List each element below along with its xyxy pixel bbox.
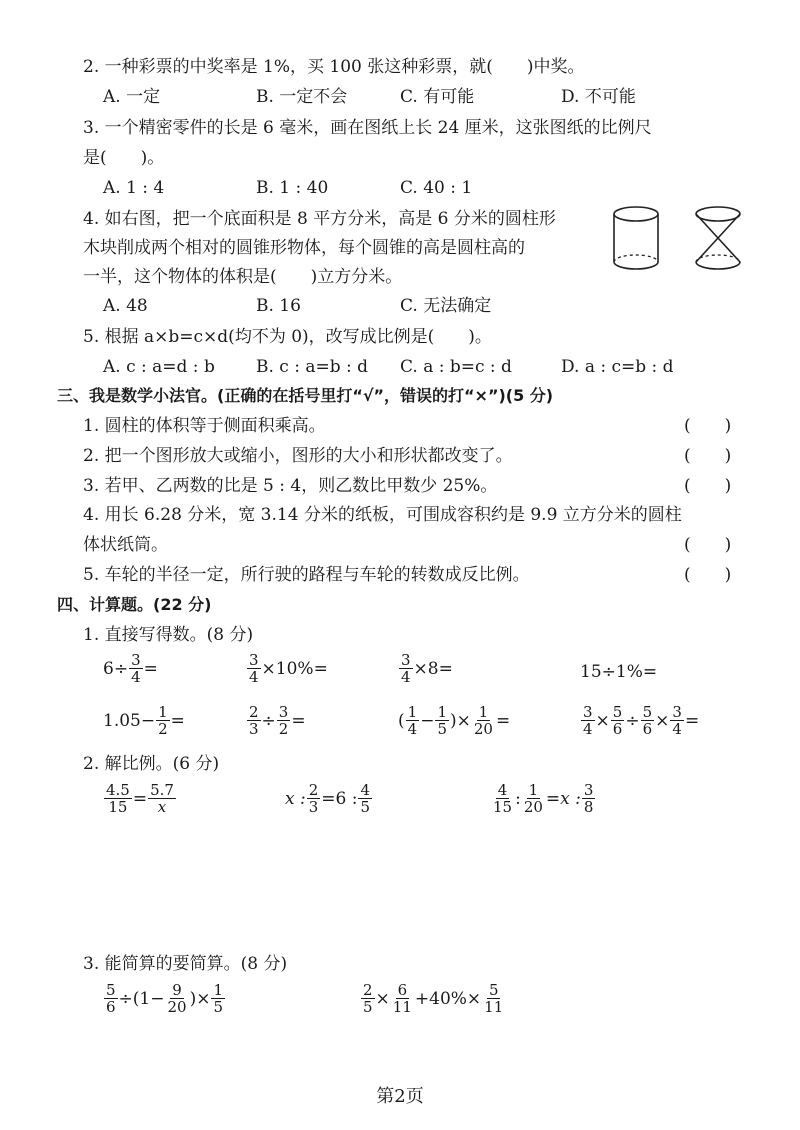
q4-option-a[interactable]: A. 48 (103, 296, 148, 316)
judge-item-5: 5. 车轮的半径一定，所行驶的路程与车轮的转数成反比例。 (83, 565, 530, 585)
calc-text: ×10%= (261, 658, 328, 679)
numerator: 3 (583, 703, 593, 721)
calc-expr-4 (580, 662, 657, 682)
denominator: 3 (308, 798, 319, 816)
numerator: 3 (249, 651, 259, 669)
numerator: 1 (528, 781, 539, 799)
sub2-title: 2. 解比例。(6 分) (83, 754, 220, 774)
calc-text: = (170, 710, 185, 731)
numerator: 5 (488, 981, 499, 999)
simplify-expr-1 (103, 982, 226, 1015)
double-cone-figure (688, 200, 748, 278)
numerator: 2 (249, 703, 259, 721)
calc-text: )× (449, 710, 471, 731)
numerator: 4 (497, 781, 508, 799)
numerator: 3 (131, 651, 141, 669)
fraction (358, 782, 372, 815)
denominator: 20 (473, 720, 493, 738)
denominator: 6 (642, 720, 653, 738)
calc-text: = (495, 710, 511, 731)
denominator: 5 (437, 720, 447, 738)
calc-text: ×8= (413, 658, 453, 679)
fraction (307, 782, 321, 815)
fraction (391, 982, 414, 1015)
q2-option-a[interactable]: A. 一定 (103, 87, 161, 107)
calc-text: − (420, 710, 435, 731)
numerator: 2 (308, 781, 319, 799)
fraction (482, 982, 505, 1015)
q3-option-c[interactable]: C. 40 : 1 (400, 178, 473, 198)
numerator: 3 (583, 781, 594, 799)
calc-text: ÷ (625, 710, 640, 731)
denominator: 4 (407, 720, 418, 738)
q3-stem-1: 3. 一个精密零件的长是 6 毫米，画在图纸上长 24 厘米，这张图纸的比例尺 (83, 118, 652, 138)
cylinder-figure (606, 200, 666, 278)
calc-text: ÷(1− (118, 988, 165, 1009)
numerator: 1 (437, 703, 447, 721)
numerator: 3 (401, 651, 411, 669)
numerator: 1 (213, 981, 224, 999)
denominator: 5 (213, 998, 224, 1016)
calc-text: = (143, 658, 158, 679)
q5-option-b[interactable]: B. c : a=b : d (256, 357, 369, 377)
calc-expr-7 (398, 704, 510, 737)
numerator: 2 (363, 981, 373, 999)
fraction (165, 982, 188, 1015)
judge-item-4-cont: 体状纸筒。 (83, 535, 168, 555)
judge-item-3: 3. 若甲、乙两数的比是 5 : 4，则乙数比甲数少 25%。 (83, 476, 498, 496)
calc-expr-2 (246, 652, 328, 685)
judge-item-2: 2. 把一个图形放大或缩小，图形的大小和形状都改变了。 (83, 446, 513, 466)
section4-title: 四、计算题。(22 分) (57, 595, 212, 614)
fraction (361, 982, 375, 1015)
denominator: 4 (583, 720, 593, 738)
numerator: 5.7 (150, 781, 174, 799)
calc-text: x : (285, 788, 306, 809)
q2-stem: 2. 一种彩票的中奖率是 1%，买 100 张这种彩票，就( )中奖。 (83, 57, 585, 77)
q4-stem-2: 木块削成两个相对的圆锥形物体，每个圆锥的高是圆柱高的 (83, 238, 525, 258)
judge-item-1: 1. 圆柱的体积等于侧面积乘高。 (83, 416, 326, 436)
page-number: 第2页 (376, 1086, 424, 1107)
denominator: 5 (363, 998, 373, 1016)
q5-option-a[interactable]: A. c : a=d : b (103, 357, 215, 377)
calc-text: ÷ (261, 710, 276, 731)
fraction (156, 704, 170, 737)
q3-option-b[interactable]: B. 1 : 40 (256, 178, 329, 198)
denominator: 4 (401, 668, 411, 686)
calc-expr-5 (103, 704, 185, 737)
denominator: 4 (131, 668, 141, 686)
proportion-2 (285, 782, 373, 815)
fraction (670, 704, 684, 737)
numerator: 4.5 (106, 781, 130, 799)
calc-expr-3 (398, 652, 453, 685)
calc-text: =6 : (321, 788, 358, 809)
calc-text: × (375, 988, 390, 1009)
fraction (277, 704, 291, 737)
calc-text: +40%× (414, 988, 482, 1009)
q4-option-b[interactable]: B. 16 (256, 296, 301, 316)
denominator: 8 (583, 798, 594, 816)
denominator: 20 (167, 998, 187, 1016)
calc-text: = (291, 710, 306, 731)
fraction (211, 982, 225, 1015)
numerator: 3 (672, 703, 682, 721)
simplify-expr-2 (360, 982, 506, 1015)
denominator: 11 (392, 998, 412, 1016)
fraction (148, 782, 176, 815)
denominator: 2 (278, 720, 289, 738)
q2-option-d[interactable]: D. 不可能 (561, 87, 636, 107)
denominator: 5 (360, 798, 371, 816)
q5-option-c[interactable]: C. a : b=c : d (400, 357, 512, 377)
judge-blank-4[interactable]: ( ) (684, 535, 732, 555)
q4-stem-3: 一半，这个物体的体积是( )立方分米。 (83, 267, 403, 287)
fraction (641, 704, 655, 737)
fraction (406, 704, 420, 737)
q3-option-a[interactable]: A. 1 : 4 (103, 178, 165, 198)
fraction (582, 782, 596, 815)
numerator: 1 (478, 703, 489, 721)
numerator: 1 (407, 703, 418, 721)
fraction (129, 652, 143, 685)
calc-text: 15÷1%= (580, 662, 658, 682)
numerator: 5 (642, 703, 653, 721)
numerator: 9 (172, 981, 182, 999)
denominator: 4 (249, 668, 259, 686)
fraction (522, 782, 545, 815)
denominator: 20 (523, 798, 543, 816)
fraction (611, 704, 625, 737)
proportion-3 (490, 782, 596, 815)
calc-text: = (132, 788, 148, 809)
q5-stem: 5. 根据 a×b=c×d(均不为 0)，改写成比例是( )。 (83, 327, 492, 347)
calc-text: : (515, 788, 521, 809)
fraction (491, 782, 514, 815)
q3-stem-2: 是( )。 (83, 148, 165, 168)
fraction (247, 704, 261, 737)
denominator: 6 (612, 720, 623, 738)
fraction (472, 704, 495, 737)
numerator: 4 (360, 781, 371, 799)
denominator: 11 (484, 998, 504, 1016)
proportion-1 (103, 782, 177, 815)
denominator: 6 (106, 998, 116, 1016)
judge-blank-5[interactable]: ( ) (684, 565, 732, 585)
calc-text: =x : (545, 788, 581, 809)
section3-title: 三、我是数学小法官。(正确的在括号里打“√”，错误的打“×”)(5 分) (57, 386, 554, 405)
calc-text: = (684, 710, 700, 731)
calc-text: ( (398, 710, 405, 731)
q4-option-c[interactable]: C. 无法确定 (400, 296, 492, 316)
q5-option-d[interactable]: D. a : c=b : d (561, 357, 674, 377)
fraction (435, 704, 449, 737)
q2-option-b[interactable]: B. 一定不会 (256, 87, 348, 107)
numerator: 3 (278, 703, 289, 721)
q2-option-c[interactable]: C. 有可能 (400, 87, 475, 107)
calc-text: 1.05− (103, 710, 156, 731)
denominator: 15 (493, 798, 513, 816)
fraction (104, 782, 132, 815)
calc-expr-6 (246, 704, 306, 737)
numerator: 1 (158, 703, 168, 721)
judge-blank-3[interactable]: ( ) (684, 476, 732, 496)
calc-expr-8 (580, 704, 699, 737)
numerator: 5 (612, 703, 623, 721)
calc-text: × (655, 710, 670, 731)
sub1-title: 1. 直接写得数。(8 分) (83, 625, 254, 645)
denominator: 4 (672, 720, 682, 738)
fraction (247, 652, 261, 685)
denominator: 3 (249, 720, 259, 738)
sub3-title: 3. 能简算的要简算。(8 分) (83, 954, 288, 974)
judge-blank-1[interactable]: ( ) (684, 416, 732, 436)
denominator: x (157, 798, 167, 816)
judge-item-4: 4. 用长 6.28 分米，宽 3.14 分米的纸板，可围成容积约是 9.9 立方分米的圆柱 (83, 505, 682, 525)
numerator: 5 (106, 981, 116, 999)
calc-text: × (595, 710, 610, 731)
denominator: 15 (108, 798, 128, 816)
calc-text: )× (189, 988, 211, 1009)
judge-blank-2[interactable]: ( ) (684, 446, 732, 466)
calc-text: 6÷ (103, 658, 129, 679)
fraction (581, 704, 595, 737)
calc-expr-1 (103, 652, 158, 685)
numerator: 6 (397, 981, 408, 999)
fraction (104, 982, 118, 1015)
q4-stem-1: 4. 如右图，把一个底面积是 8 平方分米，高是 6 分米的圆柱形 (83, 209, 556, 229)
denominator: 2 (158, 720, 168, 738)
fraction (399, 652, 413, 685)
